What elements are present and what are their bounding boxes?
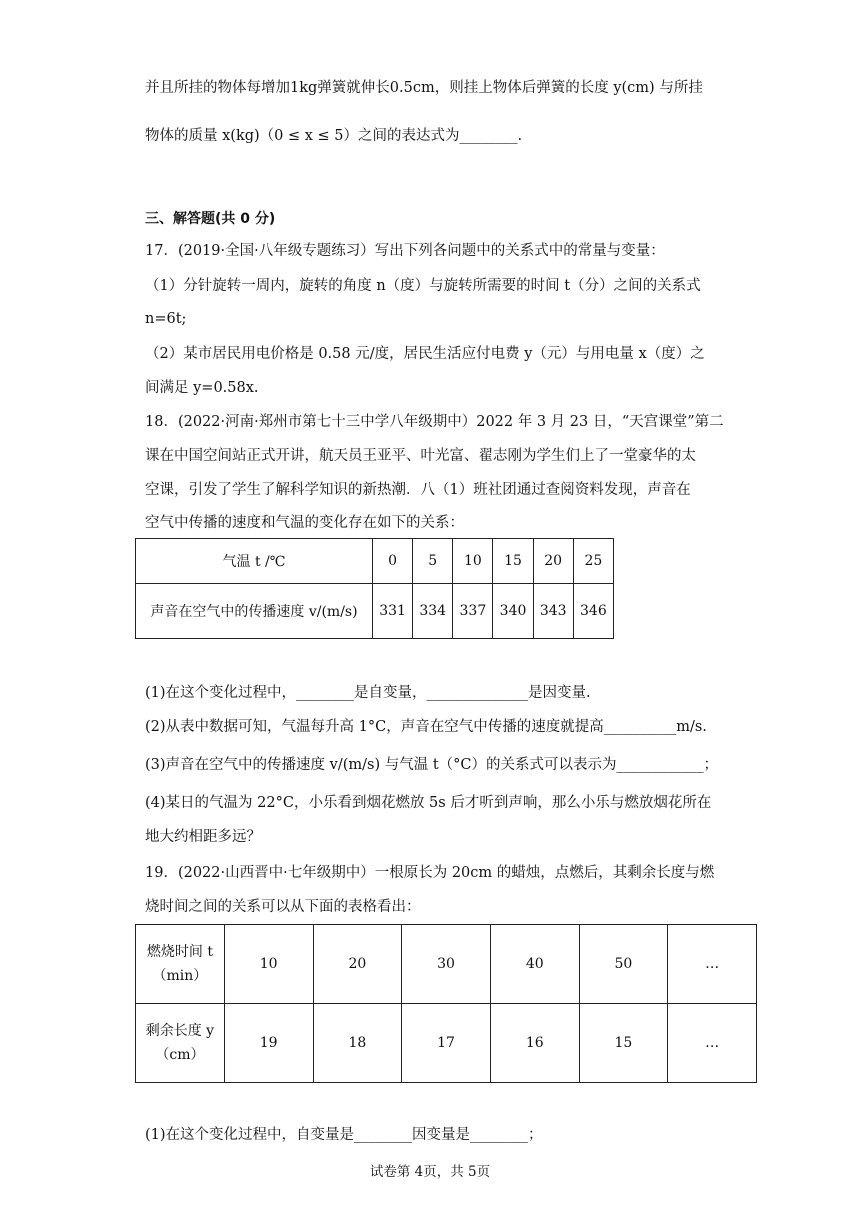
q17-part1-line2: n=6t;	[145, 311, 187, 327]
time-label-unit: （min）	[152, 968, 208, 984]
q19-line-2: 烧时间之间的关系可以从下面的表格看出：	[145, 899, 421, 915]
q17-part1-line1: （1）分针旋转一周内，旋转的角度 n（度）与旋转所需要的时间 t（分）之间的关系式	[145, 278, 701, 294]
candle-table	[135, 924, 757, 1083]
speed-cell: 343	[533, 584, 573, 639]
speed-cell: 337	[453, 584, 493, 639]
speed-label: 声音在空气中的传播速度 v/(m/s)	[136, 584, 373, 639]
time-cell: 40	[490, 925, 579, 1004]
q18-sub-4-line2: 地大约相距多远？	[145, 829, 261, 845]
speed-cell: 340	[493, 584, 533, 639]
length-label-name: 剩余长度 y	[145, 1023, 215, 1039]
temp-cell: 0	[372, 539, 412, 584]
temp-cell: 5	[413, 539, 453, 584]
time-label	[136, 925, 225, 1004]
length-label	[136, 1004, 225, 1083]
temp-cell: 20	[533, 539, 573, 584]
speed-cell: 331	[372, 584, 412, 639]
q16-line-1: 并且所挂的物体每增加1kg弹簧就伸长0.5cm，则挂上物体后弹簧的长度 y(cm) 与所挂	[145, 80, 703, 96]
length-cell: 19	[224, 1004, 313, 1083]
time-cell: …	[668, 925, 757, 1004]
speed-cell: 334	[413, 584, 453, 639]
q18-sub-2: (2)从表中数据可知，气温每升高 1°C，声音在空气中传播的速度就提高__________m/s.	[145, 719, 707, 735]
q17-header: 17．(2019·全国·八年级专题练习）写出下列各问题中的关系式中的常量与变量：	[145, 243, 665, 259]
page-footer: 试卷第 4页，共 5页	[369, 1164, 491, 1180]
length-cell: 15	[579, 1004, 668, 1083]
q18-line-2: 课在中国空间站正式开讲，航天员王亚平、叶光富、翟志刚为学生们上了一堂豪华的太	[145, 448, 696, 464]
q18-line-4: 空气中传播的速度和气温的变化存在如下的关系：	[145, 515, 464, 531]
q19-sub-1: (1)在这个变化过程中，自变量是________因变量是________；	[145, 1127, 543, 1143]
q18-sub-4-line1: (4)某日的气温为 22°C，小乐看到烟花燃放 5s 后才听到声响，那么小乐与燃放烟花所在	[145, 795, 712, 811]
length-label-unit: （cm）	[155, 1047, 205, 1063]
q17-part2-line2: 间满足 y=0.58x.	[145, 380, 259, 396]
time-label-name: 燃烧时间 t	[146, 944, 213, 960]
q18-sub-1: (1)在这个变化过程中，________是自变量，______________是因变量.	[145, 685, 591, 701]
length-cell: 16	[490, 1004, 579, 1083]
time-cell: 20	[313, 925, 402, 1004]
q18-line-3: 空课，引发了学生了解科学知识的新热潮．八（1）班社团通过查阅资料发现，声音在	[145, 482, 691, 498]
q18-line-1: 18．(2022·河南·郑州市第七十三中学八年级期中）2022 年 3 月 23 日，“天宫课堂”第二	[145, 414, 724, 430]
time-cell: 10	[224, 925, 313, 1004]
temperature-label: 气温 t /℃	[136, 539, 373, 584]
sound-speed-table	[135, 538, 614, 639]
q16-line-2: 物体的质量 x(kg)（0 ≤ x ≤ 5）之间的表达式为________.	[145, 128, 523, 144]
length-cell: 18	[313, 1004, 402, 1083]
time-cell: 50	[579, 925, 668, 1004]
temp-cell: 10	[453, 539, 493, 584]
time-cell: 30	[402, 925, 491, 1004]
length-cell: …	[668, 1004, 757, 1083]
temp-cell: 25	[573, 539, 613, 584]
q19-line-1: 19．(2022·山西晋中·七年级期中）一根原长为 20cm 的蜡烛，点燃后，其剩余长度与燃	[145, 865, 715, 881]
q17-part2-line1: （2）某市居民用电价格是 0.58 元/度，居民生活应付电费 y（元）与用电量 x（度）之	[145, 346, 705, 362]
speed-cell: 346	[573, 584, 613, 639]
length-cell: 17	[402, 1004, 491, 1083]
temp-cell: 15	[493, 539, 533, 584]
q18-sub-3: (3)声音在空气中的传播速度 v/(m/s) 与气温 t（°C）的关系式可以表示为____________；	[145, 757, 719, 773]
section-title: 三、解答题(共 0 分)	[145, 211, 276, 227]
